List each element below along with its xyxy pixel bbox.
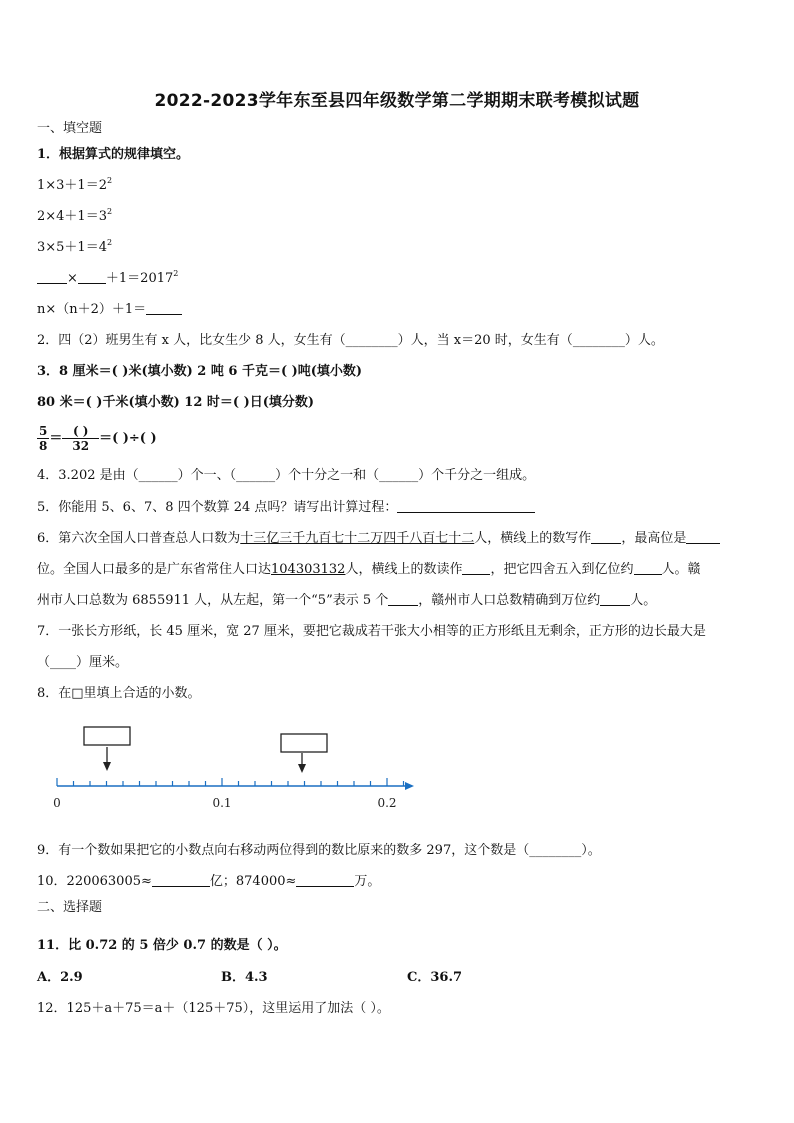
tick-label-0.1: 0.1 <box>212 796 232 810</box>
answer-box-1[interactable] <box>84 727 130 745</box>
question-12: 12．125＋a＋75＝a＋（125＋75），这里运用了加法（ ）。 <box>37 1001 390 1016</box>
question-11: 11．比 0.72 的 5 倍少 0.7 的数是（ ）。 <box>37 938 287 953</box>
number-line-ticks <box>57 778 404 786</box>
question-3-line-1: 3．8 厘米＝( )米(填小数) 2 吨 6 千克＝( )吨(填小数) <box>37 364 363 379</box>
question-5: 5．你能用 5、6、7、8 四个数算 24 点吗？请写出计算过程： <box>37 500 535 516</box>
tick-label-0.2: 0.2 <box>377 796 397 810</box>
arrow-2-head <box>298 764 306 773</box>
page-title: 2022-2023学年东至县四年级数学第二学期期末联考模拟试题 <box>154 91 640 111</box>
question-1-line-5: n×（n＋2）＋1＝ <box>37 302 182 318</box>
number-line-figure <box>50 722 420 814</box>
question-1-line-2: $2\times 4+1=3^2$ <box>37 207 113 224</box>
question-7-line-1: 7．一张长方形纸，长 45 厘米，宽 27 厘米，要把它裁成若干张大小相等的正方形纸且无剩余，正方形的边长最大是 <box>37 624 706 639</box>
question-9: 9．有一个数如果把它的小数点向右移动两位得到的数比原来的数多 297，这个数是（________）。 <box>37 843 601 858</box>
answer-blank[interactable] <box>634 562 662 575</box>
question-8: 8．在□里填上合适的小数。 <box>37 686 201 701</box>
question-1-line-1: $1\times 3+1=2^2$ <box>37 176 113 193</box>
fraction: $\frac{5}{8}$ <box>39 424 48 453</box>
answer-blank[interactable] <box>462 562 490 575</box>
answer-blank[interactable] <box>388 593 418 606</box>
option-c[interactable]: C．36.7 <box>407 970 463 985</box>
question-11-options <box>37 970 462 986</box>
option-b[interactable]: B．4.3 <box>221 970 268 985</box>
answer-blank[interactable] <box>37 271 67 284</box>
arrow-1-head <box>103 762 111 771</box>
answer-blank[interactable] <box>591 531 621 544</box>
number-line-arrowhead <box>405 782 414 790</box>
question-3-line-3: $\frac{5}{8}$ ＝ $\frac{( )}{32}$ ＝( )÷( ) <box>39 424 157 453</box>
answer-box-2[interactable] <box>281 734 327 752</box>
question-6-line-1: 6．第六次全国人口普查总人口数为十三亿三千九百七十二万四千八百七十二人，横线上的数写作 ，最高位是 <box>37 531 720 547</box>
answer-blank[interactable] <box>600 593 630 606</box>
answer-blank[interactable] <box>686 531 720 544</box>
answer-blank[interactable] <box>146 302 182 315</box>
question-6-line-3: 州市人口总数为 6855911 人，从左起，第一个“5”表示 5 个 ，赣州市人口总数精确到万位约 人。 <box>37 593 657 608</box>
tick-label-0: 0 <box>53 796 61 810</box>
answer-blank[interactable] <box>152 874 210 887</box>
question-1-line-3: $3\times 5+1=4^2$ <box>37 238 113 255</box>
answer-blank[interactable] <box>397 500 535 513</box>
question-1-line-4: × $+1=2017^2$ <box>37 271 178 287</box>
question-10: 10．220063005≈ 亿；874000≈ 万。 <box>37 874 381 889</box>
section-multiple-choice: 二、选择题 <box>37 900 103 915</box>
answer-blank[interactable] <box>296 874 354 887</box>
question-4: 4．3.202 是由（______）个一、（______）个十分之一和（______）个千分之一组成。 <box>37 468 536 483</box>
section-fill-in-blank: 一、填空题 <box>37 121 103 136</box>
question-7-line-2: （____）厘米。 <box>37 655 129 670</box>
answer-blank[interactable] <box>78 271 106 284</box>
fraction: $\frac{( )}{32}$ <box>62 424 99 453</box>
question-6-line-2: 位。全国人口最多的是广东省常住人口达104303132人，横线上的数读作 ，把它四舍五入到亿位约 人。赣 <box>37 562 701 577</box>
question-3-line-2: 80 米＝( )千米(填小数) 12 时＝( )日(填分数) <box>37 395 315 410</box>
option-a[interactable]: A．2.9 <box>37 970 83 985</box>
question-2: 2．四（2）班男生有 x 人，比女生少 8 人，女生有（________）人，当 x＝20 时，女生有（________）人。 <box>37 333 664 348</box>
question-1-intro: 1．根据算式的规律填空。 <box>37 147 190 162</box>
